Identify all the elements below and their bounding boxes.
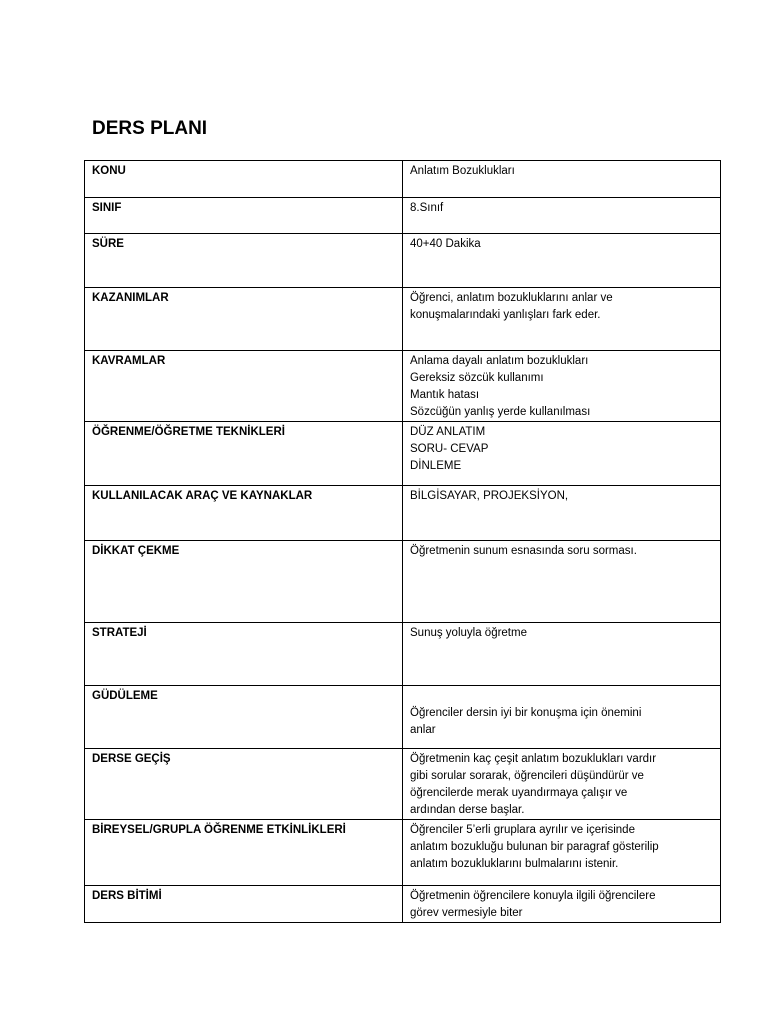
value-line: gibi sorular sorarak, öğrencileri düşündürür ve xyxy=(410,770,644,782)
row-value xyxy=(403,486,721,541)
row-label: STRATEJİ xyxy=(85,623,403,686)
value-line: Öğretmenin sunum esnasında soru sorması. xyxy=(410,545,637,557)
table-row-arac-kaynaklar xyxy=(85,486,721,541)
value-line: ardından derse başlar. xyxy=(410,804,525,816)
table-row-gudüleme xyxy=(85,686,721,749)
row-value xyxy=(403,749,721,820)
row-label: DERSE GEÇİŞ xyxy=(85,749,403,820)
row-value xyxy=(403,541,721,623)
value-line: 40+40 Dakika xyxy=(410,238,481,250)
table-row-grupla-ogrenme xyxy=(85,820,721,886)
value-line: BİLGİSAYAR, PROJEKSİYON, xyxy=(410,490,569,502)
row-value xyxy=(403,422,721,486)
table-row-derse-gecis xyxy=(85,749,721,820)
table-row-strateji xyxy=(85,623,721,686)
row-value xyxy=(403,820,721,886)
table-row-dikkat-cekme xyxy=(85,541,721,623)
value-line: Öğrenci, anlatım bozukluklarını anlar ve xyxy=(410,292,613,304)
row-label: DERS BİTİMİ xyxy=(85,886,403,923)
row-value xyxy=(403,686,721,749)
value-line: Anlatım Bozuklukları xyxy=(410,165,515,177)
value-line: 8.Sınıf xyxy=(410,202,444,214)
row-label: DİKKAT ÇEKME xyxy=(85,541,403,623)
table-row-kazanimlar xyxy=(85,288,721,351)
spacer xyxy=(410,688,714,705)
row-value xyxy=(403,161,721,198)
row-label: ÖĞRENME/ÖĞRETME TEKNİKLERİ xyxy=(85,422,403,486)
row-value xyxy=(403,288,721,351)
table-row-konu xyxy=(85,161,721,198)
table-row-sure xyxy=(85,234,721,288)
row-value xyxy=(403,198,721,234)
value-line: Öğretmenin kaç çeşit anlatım bozuklukları vardır xyxy=(410,753,657,765)
row-label: GÜDÜLEME xyxy=(85,686,403,749)
value-line: DÜZ ANLATIM xyxy=(410,426,486,438)
value-line: anlatım bozukluğu bulunan bir paragraf gösterilip xyxy=(410,841,659,853)
value-line: öğrencilerde merak uyandırmaya çalışır ve xyxy=(410,787,628,799)
value-line: Sunuş yoluyla öğretme xyxy=(410,627,527,639)
row-label: BİREYSEL/GRUPLA ÖĞRENME ETKİNLİKLERİ xyxy=(85,820,403,886)
table-row-kavramlar xyxy=(85,351,721,422)
table-row-ders-bitimi xyxy=(85,886,721,923)
row-label: KAZANIMLAR xyxy=(85,288,403,351)
value-line: anlatım bozukluklarını bulmalarını istenir. xyxy=(410,858,619,870)
row-value xyxy=(403,886,721,923)
row-value xyxy=(403,623,721,686)
lesson-plan-table xyxy=(84,160,721,923)
table-row-sinif xyxy=(85,198,721,234)
value-line: görev vermesiyle biter xyxy=(410,907,523,919)
row-label: SINIF xyxy=(85,198,403,234)
table-row-ogrenme-teknikleri xyxy=(85,422,721,486)
page-title: DERS PLANI xyxy=(92,118,208,139)
value-line: konuşmalarındaki yanlışları fark eder. xyxy=(410,309,601,321)
value-line: Gereksiz sözcük kullanımı xyxy=(410,372,544,384)
value-line: Anlama dayalı anlatım bozuklukları xyxy=(410,355,589,367)
row-value xyxy=(403,351,721,422)
row-value xyxy=(403,234,721,288)
value-line: Öğrenciler 5’erli gruplara ayrılır ve içerisinde xyxy=(410,824,635,836)
value-line: Öğrenciler dersin iyi bir konuşma için önemini xyxy=(410,707,642,719)
row-label: KONU xyxy=(85,161,403,198)
value-line: DİNLEME xyxy=(410,460,462,472)
value-line: Sözcüğün yanlış yerde kullanılması xyxy=(410,406,591,418)
value-line: SORU- CEVAP xyxy=(410,443,489,455)
row-label: KAVRAMLAR xyxy=(85,351,403,422)
row-label: SÜRE xyxy=(85,234,403,288)
value-line: Mantık hatası xyxy=(410,389,480,401)
value-line: anlar xyxy=(410,724,436,736)
value-line: Öğretmenin öğrencilere konuyla ilgili öğrencilere xyxy=(410,890,656,902)
row-label: KULLANILACAK ARAÇ VE KAYNAKLAR xyxy=(85,486,403,541)
